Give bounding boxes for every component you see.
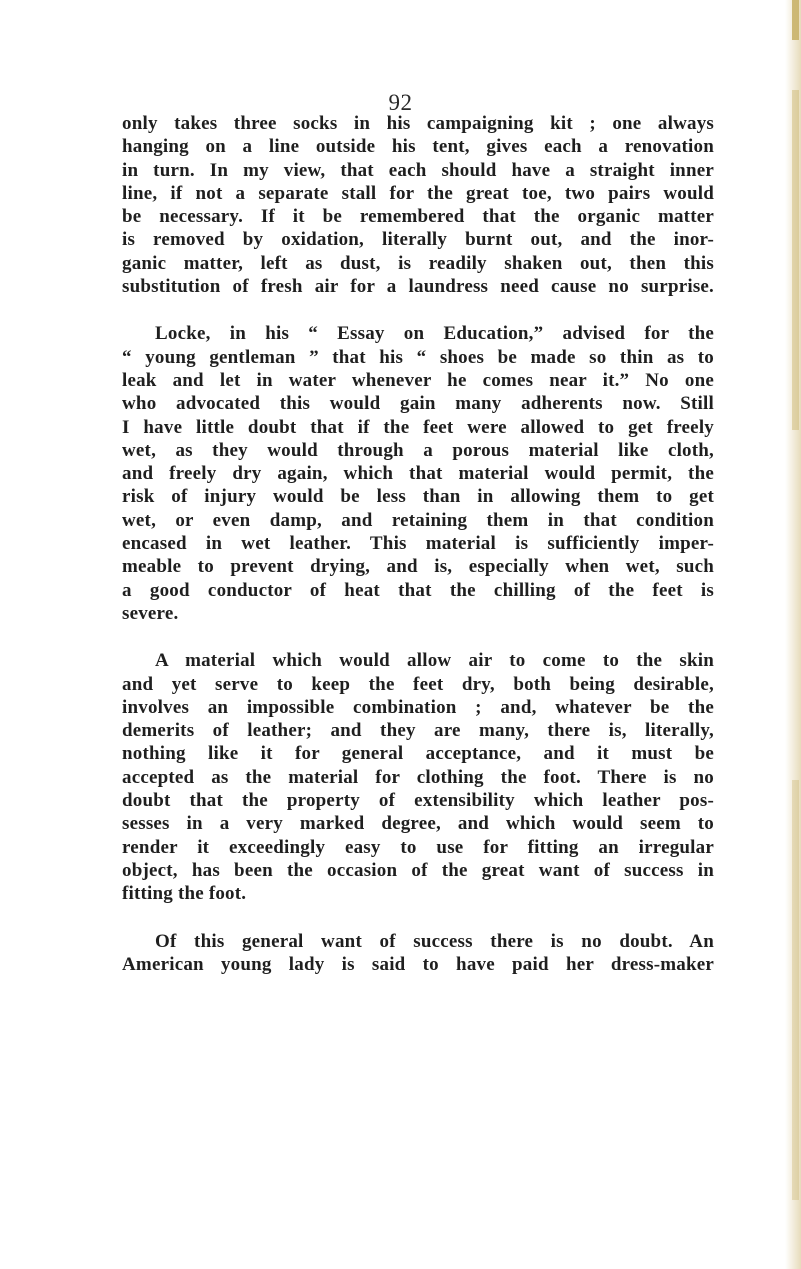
paragraph-line: be necessary. If it be remembered that the organic matter — [122, 206, 714, 228]
paragraph-line: wet, or even damp, and retaining them in that condition — [122, 509, 714, 531]
paragraph-line: involves an impossible combination ; and, whatever be the — [122, 696, 714, 718]
paragraph-1 — [122, 112, 714, 298]
paragraph-line: encased in wet leather. This material is sufficiently imper- — [122, 533, 714, 555]
paragraph-4 — [122, 930, 714, 977]
paragraph-line: a good conductor of heat that the chilling of the feet is — [122, 579, 714, 601]
paragraph-line: A material which would allow air to come to the skin — [155, 650, 714, 672]
paragraph-line: Of this general want of success there is no doubt. An — [155, 930, 714, 952]
paragraph-line: and yet serve to keep the feet dry, both being desirable, — [122, 673, 714, 695]
paragraph-line: hanging on a line outside his tent, gives each a renovation — [122, 136, 714, 158]
paragraph-line: American young lady is said to have paid her dress-maker — [122, 953, 714, 975]
paragraph-line: doubt that the property of extensibility which leather pos- — [122, 790, 714, 812]
paragraph-line: only takes three socks in his campaigning kit ; one always — [122, 113, 714, 134]
paragraph-line: Locke, in his “ Essay on Education,” advised for the — [155, 323, 714, 345]
paragraph-line: line, if not a separate stall for the great toe, two pairs would — [122, 182, 714, 204]
paragraph-line: severe. — [122, 602, 179, 624]
page-number: 92 — [388, 90, 413, 115]
body-text — [122, 112, 714, 1000]
paragraph-line: “ young gentleman ” that his “ shoes be made so thin as to — [122, 346, 714, 368]
paragraph-line: I have little doubt that if the feet were allowed to get freely — [122, 416, 714, 438]
page-edge-mark-middle — [792, 90, 799, 430]
paragraph-line: object, has been the occasion of the great want of success in — [122, 859, 714, 881]
paragraph-line: in turn. In my view, that each should have a straight inner — [122, 159, 714, 181]
paragraph-line: is removed by oxidation, literally burnt out, and the inor- — [122, 229, 714, 251]
paragraph-line: render it exceedingly easy to use for fitting an irregular — [122, 836, 714, 858]
page-edge-mark-lower — [792, 780, 799, 1200]
paragraph-line: ganic matter, left as dust, is readily shaken out, then this — [122, 252, 714, 274]
paragraph-line: accepted as the material for clothing the foot. There is no — [122, 766, 714, 788]
paragraph-3 — [122, 649, 714, 905]
paragraph-2 — [122, 322, 714, 625]
paragraph-line: and freely dry again, which that material would permit, the — [122, 463, 714, 485]
paragraph-line: risk of injury would be less than in allowing them to get — [122, 486, 714, 508]
paragraph-line: meable to prevent drying, and is, especially when wet, such — [122, 556, 714, 578]
paragraph-line: substitution of fresh air for a laundress need cause no surprise. — [122, 276, 714, 298]
page-edge-mark-top — [792, 0, 799, 40]
paragraph-line: nothing like it for general acceptance, and it must be — [122, 743, 714, 765]
paragraph-line: demerits of leather; and they are many, there is, literally, — [122, 720, 714, 742]
paragraph-line: sesses in a very marked degree, and which would seem to — [122, 813, 714, 835]
paragraph-line: leak and let in water whenever he comes near it.” No one — [122, 369, 714, 391]
paragraph-line: who advocated this would gain many adherents now. Still — [122, 393, 714, 415]
paragraph-line: wet, as they would through a porous material like cloth, — [122, 439, 714, 461]
paragraph-line: fitting the foot. — [122, 883, 247, 905]
